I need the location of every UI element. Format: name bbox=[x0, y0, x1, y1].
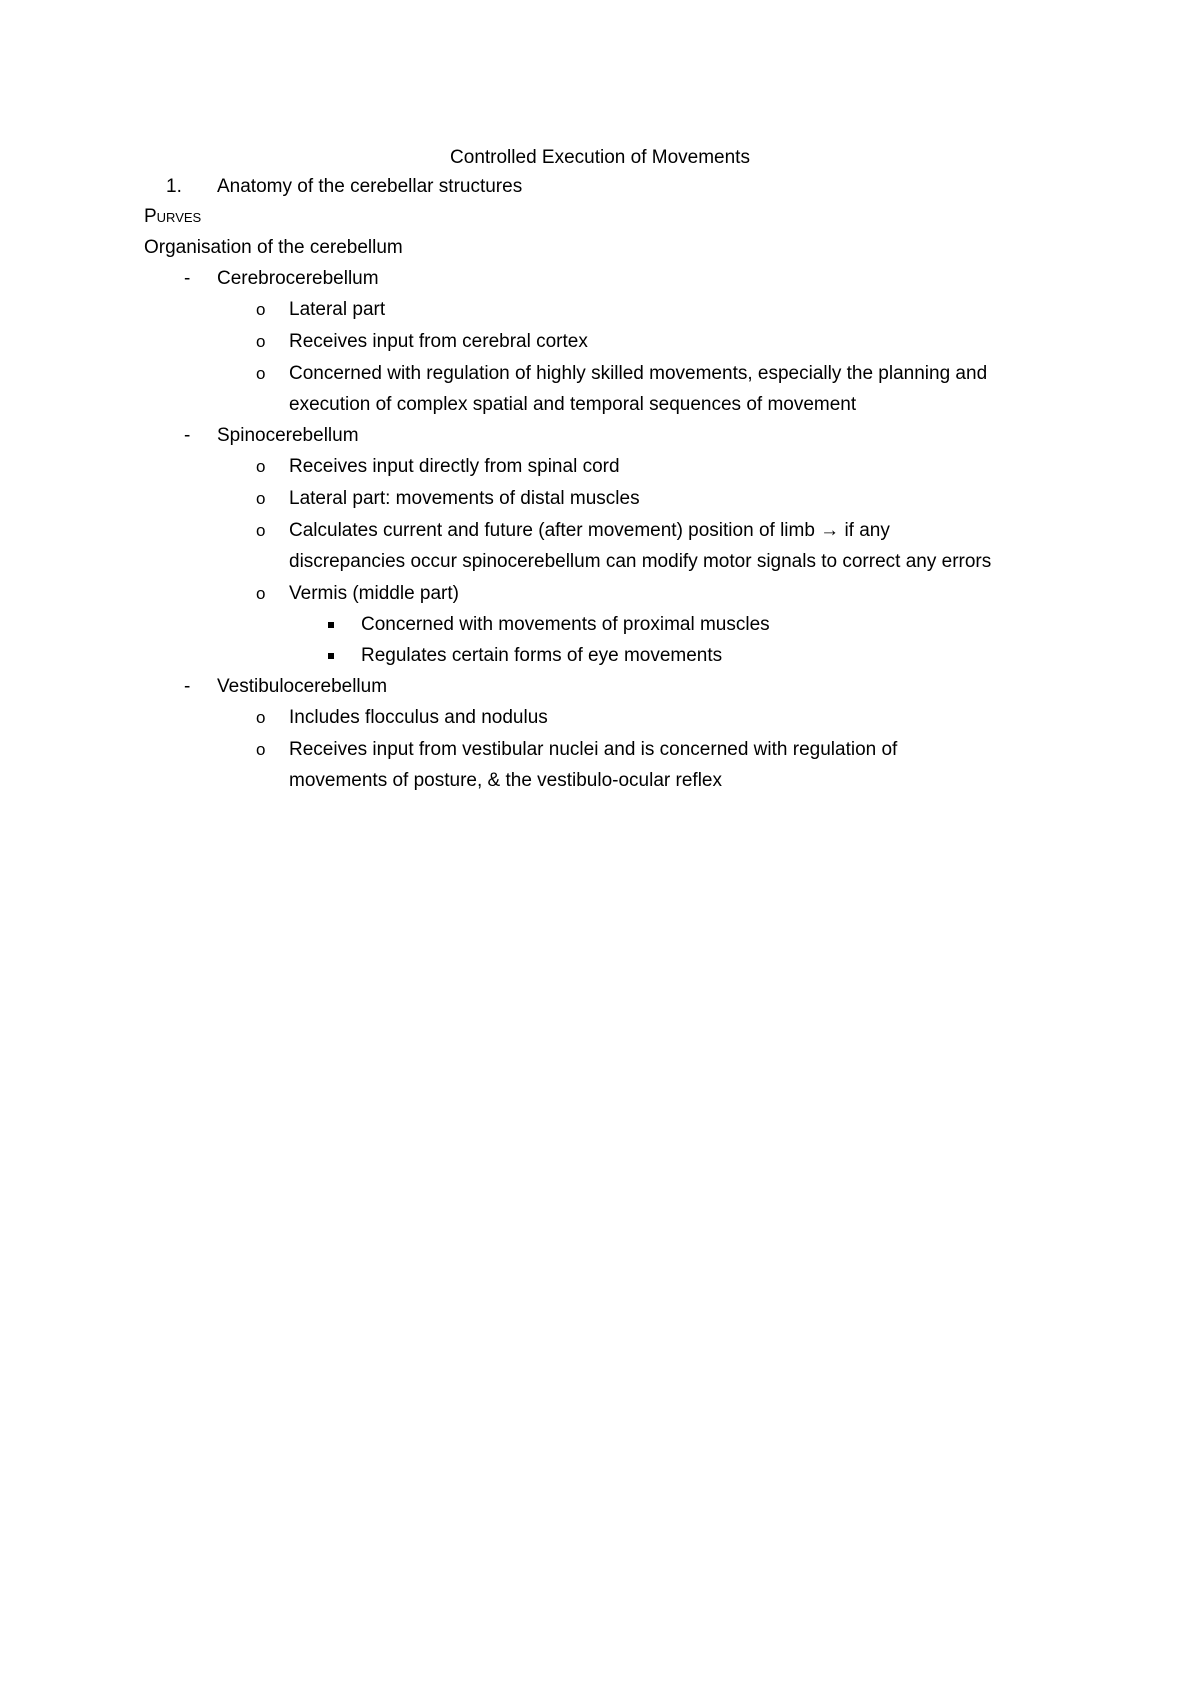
sub-list-item: Regulates certain forms of eye movements bbox=[361, 645, 723, 666]
list-item: Vermis (middle part) bbox=[289, 583, 459, 604]
circle-bullet: o bbox=[256, 521, 266, 540]
list-item: Lateral part: movements of distal muscles bbox=[289, 488, 640, 509]
group-heading-cerebrocerebellum: Cerebrocerebellum bbox=[217, 268, 379, 289]
dash-bullet: - bbox=[184, 268, 191, 289]
circle-bullet: o bbox=[256, 457, 266, 476]
dash-bullet: - bbox=[184, 676, 191, 697]
circle-bullet: o bbox=[256, 364, 266, 383]
source-label: Purves bbox=[144, 206, 202, 227]
section-number: 1. bbox=[166, 176, 182, 197]
list-item: Receives input directly from spinal cord bbox=[289, 456, 620, 477]
list-item-continuation: discrepancies occur spinocerebellum can modify motor signals to correct any errors bbox=[289, 551, 992, 572]
list-item: Receives input from cerebral cortex bbox=[289, 331, 588, 352]
circle-bullet: o bbox=[256, 300, 266, 319]
list-item: Receives input from vestibular nuclei and is concerned with regulation of bbox=[289, 739, 898, 760]
circle-bullet: o bbox=[256, 332, 266, 351]
sub-list-item: Concerned with movements of proximal muscles bbox=[361, 614, 770, 635]
circle-bullet: o bbox=[256, 584, 266, 603]
square-bullet bbox=[328, 653, 334, 659]
circle-bullet: o bbox=[256, 489, 266, 508]
square-bullet bbox=[328, 622, 334, 628]
group-heading-vestibulocerebellum: Vestibulocerebellum bbox=[217, 676, 388, 697]
group-heading-spinocerebellum: Spinocerebellum bbox=[217, 425, 359, 446]
list-item: Lateral part bbox=[289, 299, 386, 320]
subheading: Organisation of the cerebellum bbox=[144, 237, 403, 258]
section-heading: Anatomy of the cerebellar structures bbox=[217, 176, 523, 197]
list-item: Includes flocculus and nodulus bbox=[289, 707, 548, 728]
dash-bullet: - bbox=[184, 425, 191, 446]
list-item: Concerned with regulation of highly skilled movements, especially the planning and bbox=[289, 363, 988, 384]
circle-bullet: o bbox=[256, 708, 266, 727]
list-item-continuation: execution of complex spatial and temporal sequences of movement bbox=[289, 394, 857, 415]
circle-bullet: o bbox=[256, 740, 266, 759]
list-item-continuation: movements of posture, & the vestibulo-ocular reflex bbox=[289, 770, 722, 791]
document-title: Controlled Execution of Movements bbox=[450, 147, 750, 168]
list-item: Calculates current and future (after movement) position of limb → if any bbox=[289, 520, 890, 541]
